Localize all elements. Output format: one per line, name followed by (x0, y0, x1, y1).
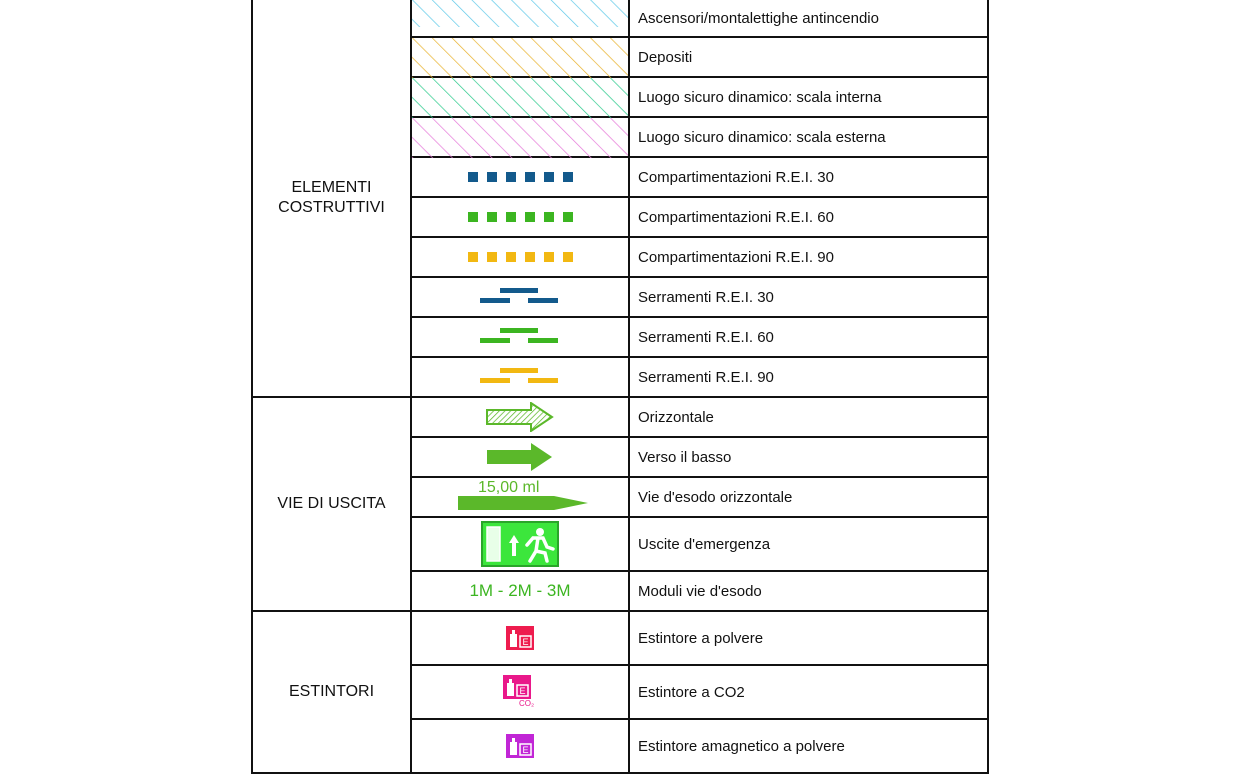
symbol-comp-rei30 (411, 157, 629, 197)
category-label: VIE DI USCITA (277, 495, 386, 512)
row-label-comp60: Compartimentazioni R.E.I. 60 (629, 197, 988, 237)
dashed-line-yellow-icon (468, 252, 573, 262)
category-vie-di-uscita (252, 397, 411, 611)
category-estintori (252, 611, 411, 773)
hatched-arrow-right-icon (485, 402, 555, 432)
symbol-pink-hatch (411, 117, 629, 157)
escape-route-length: 15,00 ml (478, 479, 540, 496)
dashed-line-blue-icon (468, 172, 573, 182)
svg-text:E: E (519, 686, 526, 696)
symbol-serr-rei30 (411, 277, 629, 317)
row-label-comp30: Compartimentazioni R.E.I. 30 (629, 157, 988, 197)
row-label-orizzontale: Orizzontale (629, 397, 988, 437)
row-label-serr30: Serramenti R.E.I. 30 (629, 277, 988, 317)
symbol-est-co2 (411, 665, 629, 719)
hatch-pattern-pink (412, 118, 628, 158)
category-label-line1: ELEMENTI (291, 179, 372, 196)
row-label-est-polvere: Estintore a polvere (629, 611, 988, 665)
row-label-comp90: Compartimentazioni R.E.I. 90 (629, 237, 988, 277)
svg-text:E: E (522, 637, 529, 647)
symbol-yellow-hatch (411, 37, 629, 77)
fire-extinguisher-powder-icon (506, 626, 534, 650)
symbol-green-hatch (411, 77, 629, 117)
svg-text:E: E (522, 745, 529, 755)
symbol-serr-rei90 (411, 357, 629, 397)
door-green-icon (480, 328, 560, 346)
symbol-est-amag (411, 719, 629, 773)
category-label: ESTINTORI (288, 683, 375, 700)
symbol-moduli (411, 571, 629, 611)
symbol-uscite (411, 517, 629, 571)
co2-label: CO₂ (519, 699, 535, 708)
row-label-est-amag: Estintore amagnetico a polvere (629, 719, 988, 773)
legend-table (251, 0, 989, 774)
dashed-line-green-icon (468, 212, 573, 222)
symbol-comp-rei90 (411, 237, 629, 277)
symbol-cyan-hatch (411, 0, 629, 37)
hatch-pattern-green (412, 78, 628, 118)
hatch-pattern-cyan (412, 0, 628, 27)
door-blue-icon (480, 288, 560, 306)
row-label-est-co2: Estintore a CO2 (629, 665, 988, 719)
fire-extinguisher-co2-icon (503, 675, 531, 699)
row-label-verso-basso: Verso il basso (629, 437, 988, 477)
row-label-uscite: Uscite d'emergenza (629, 517, 988, 571)
solid-arrow-right-icon (485, 442, 555, 472)
symbol-est-polvere (411, 611, 629, 665)
symbol-serr-rei60 (411, 317, 629, 357)
row-label-scala-interna: Luogo sicuro dinamico: scala interna (629, 77, 988, 117)
row-label-serr60: Serramenti R.E.I. 60 (629, 317, 988, 357)
row-label-depositi: Depositi (629, 37, 988, 77)
symbol-orizzontale (411, 397, 629, 437)
emergency-exit-sign-icon (481, 521, 559, 567)
row-label-vie-esodo: Vie d'esodo orizzontale (629, 477, 988, 517)
row-label-scala-esterna: Luogo sicuro dinamico: scala esterna (629, 117, 988, 157)
category-elementi-costruttivi (252, 0, 411, 397)
row-label-moduli: Moduli vie d'esodo (629, 571, 988, 611)
row-label-serr90: Serramenti R.E.I. 90 (629, 357, 988, 397)
symbol-comp-rei60 (411, 197, 629, 237)
door-yellow-icon (480, 368, 560, 386)
symbol-vie-esodo (411, 477, 629, 517)
fire-extinguisher-amagnetic-icon (506, 734, 534, 758)
moduli-text: 1M - 2M - 3M (469, 581, 571, 600)
category-label-line2: COSTRUTTIVI (278, 199, 385, 216)
row-label-ascensori: Ascensori/montalettighe antincendio (629, 0, 988, 37)
hatch-pattern-yellow (412, 38, 628, 78)
escape-route-arrow-icon (458, 494, 590, 512)
symbol-verso-basso (411, 437, 629, 477)
